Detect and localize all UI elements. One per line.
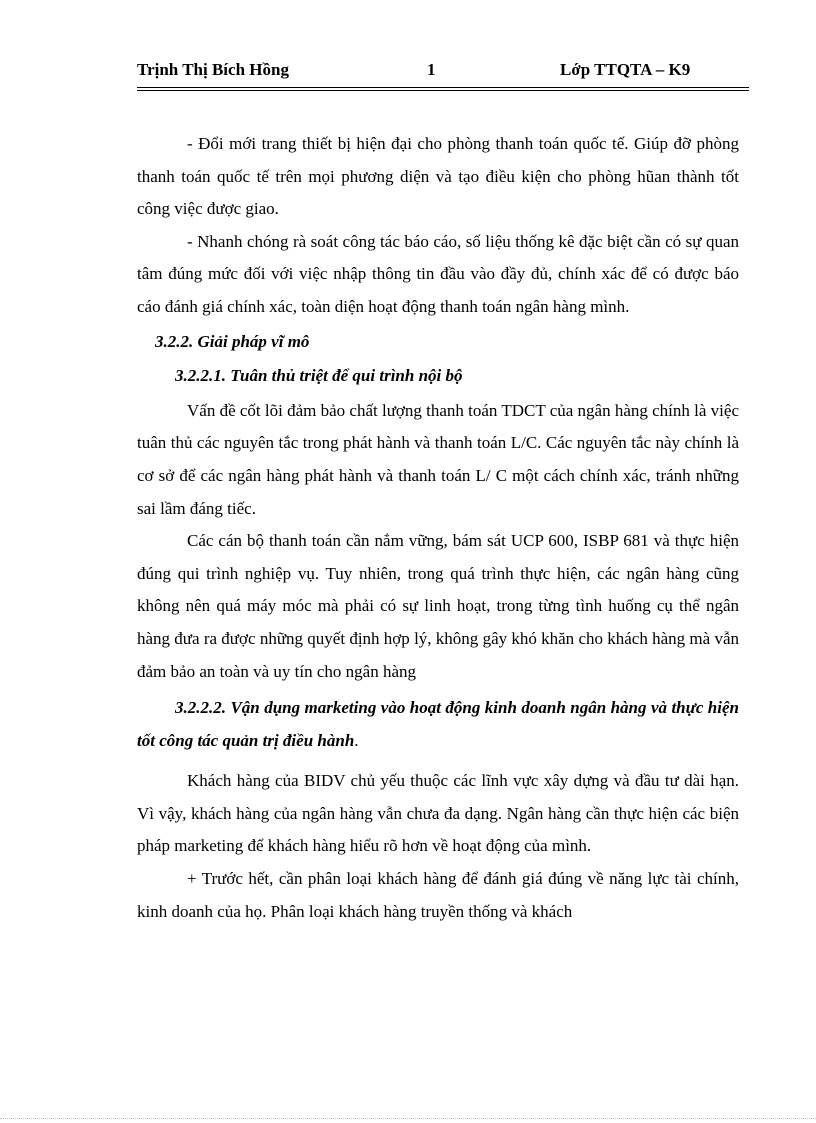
paragraph-bidv-customers: Khách hàng của BIDV chủ yếu thuộc các lĩnh vực xây dựng và đầu tư dài hạn. Vì vậy, khách hàng của ngân hàng vẫn chưa đa dạng. Ngân hàng cần thực hiện các biện pháp marketing để khách hàng hiểu rõ hơn về hoạt động của mình. [137,771,739,856]
section-heading-marketing [137,692,739,757]
header-class-name: Lớp TTQTA – K9 [560,60,691,79]
paragraph-staff-training: Các cán bộ thanh toán cần nắm vững, bám sát UCP 600, ISBP 681 và thực hiện đúng qui trình nghiệp vụ. Tuy nhiên, trong quá trình thực hiện, các ngân hàng cũng không nên quá máy móc mà phải có sự linh hoạt, trong từng tình huống cụ thể ngân hàng đưa ra được những quyết định hợp lý, không gây khó khăn cho khách hàng mà vẫn đảm bảo an toàn và uy tín cho ngân hàng [137,531,739,681]
page-bottom-edge [0,1118,816,1119]
paragraph-customer-classification: + Trước hết, cần phân loại khách hàng để đánh giá đúng về năng lực tài chính, kinh doanh của họ. Phân loại khách hàng truyền thống và khách [137,869,739,921]
header-page-number: 1 [427,60,436,79]
section-heading-internal-procedures: 3.2.2.1. Tuân thủ triệt để qui trình nội bộ [175,366,463,386]
section-heading-marketing-text: 3.2.2.2. Vận dụng marketing vào hoạt động kinh doanh ngân hàng và thực hiện tốt công tác quản trị điều hành [137,698,739,750]
header-author: Trịnh Thị Bích Hồng [137,60,289,79]
paragraph-equipment: - Đổi mới trang thiết bị hiện đại cho phòng thanh toán quốc tế. Giúp đỡ phòng thanh toán quốc tế trên mọi phương diện và tạo điều kiện cho phòng hũan thành tốt công việc được giao. [137,134,739,219]
page-header [137,58,749,88]
header-divider-secondary [137,90,749,91]
paragraph-core-issue: Vấn đề cốt lõi đảm bảo chất lượng thanh toán TDCT của ngân hàng chính là việc tuân thủ các nguyên tắc trong phát hành và thanh toán L/C. Các nguyên tắc này chính là cơ sở để các ngân hàng phát hành và thanh toán L/ C một cách chính xác, tránh những sai lầm đáng tiếc. [137,400,739,518]
document-body [137,128,739,928]
section-heading-marketing-period: . [354,730,359,750]
paragraph-reporting: - Nhanh chóng rà soát công tác báo cáo, số liệu thống kê đặc biệt cần có sự quan tâm đúng mức đối với việc nhập thông tin đầu vào đầy đủ, chính xác để có được báo cáo đánh giá chính xác, toàn diện hoạt động thanh toán ngân hàng mình. [137,231,739,316]
section-heading-macro-solutions: 3.2.2. Giải pháp vĩ mô [155,331,310,351]
header-divider [137,87,749,88]
